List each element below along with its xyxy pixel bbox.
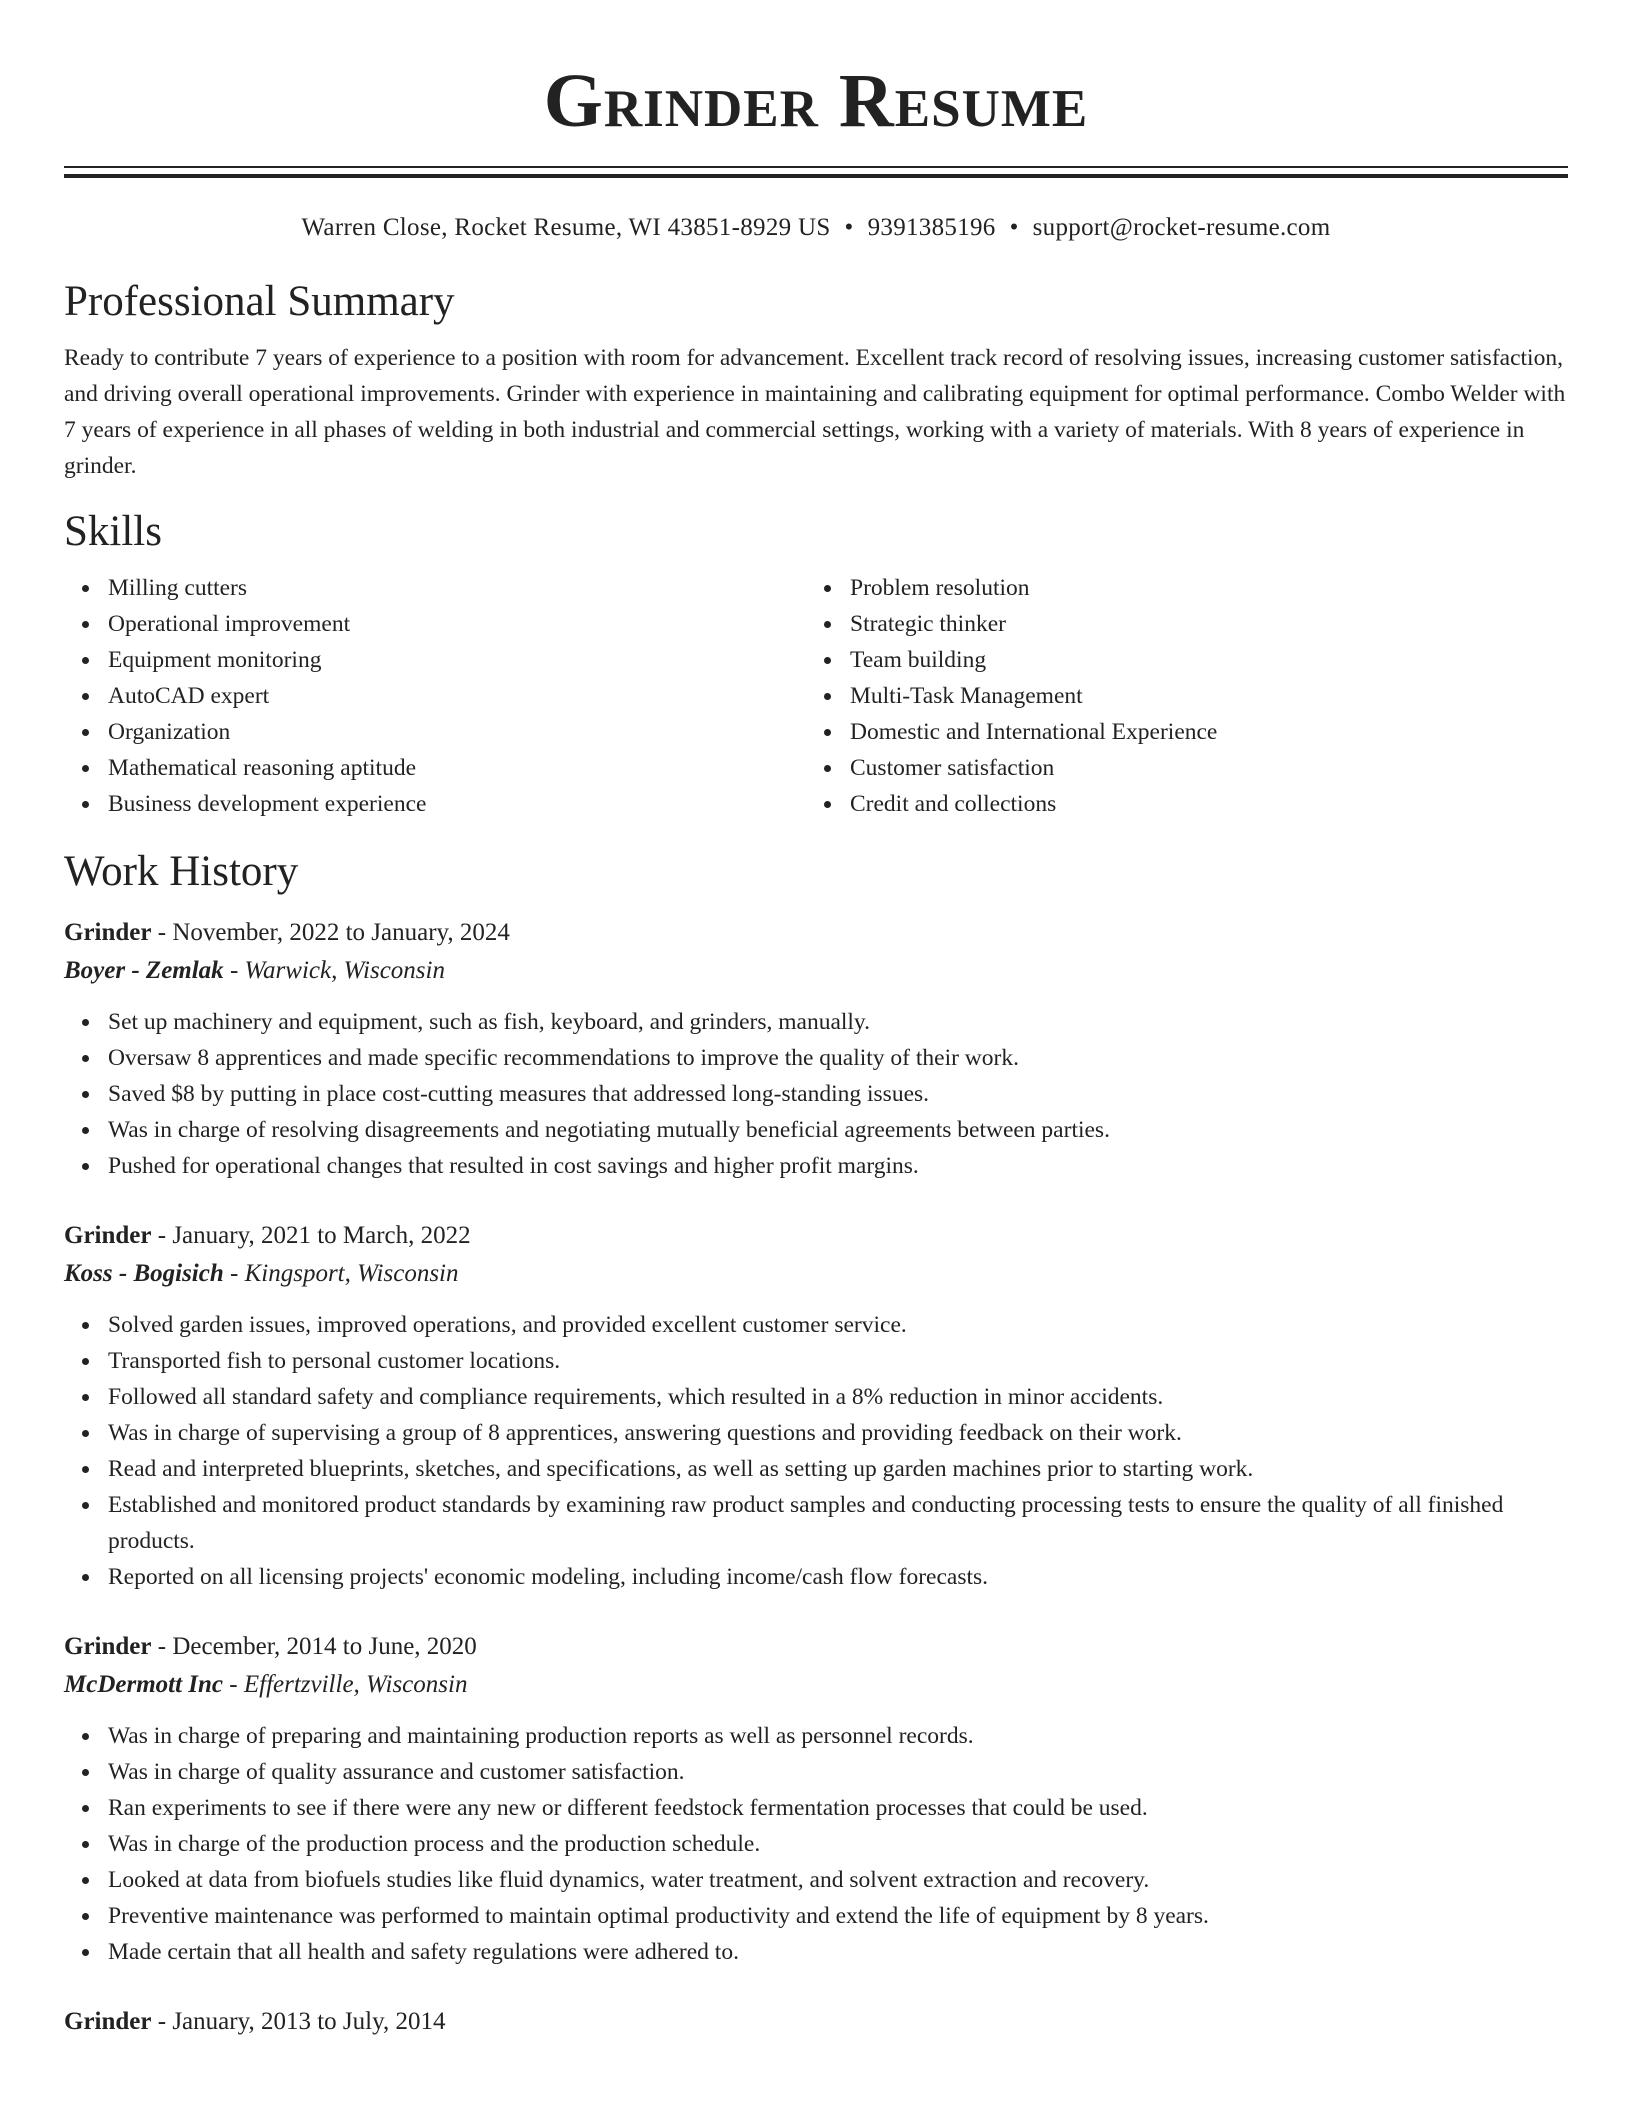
job-location: - Kingsport, Wisconsin [223,1260,459,1287]
job-title-line [64,914,1568,952]
job-company-line [64,1666,1568,1704]
job-duty-item: Followed all standard safety and compliance requirements, which resulted in a 8% reduction in minor accidents. [64,1379,1568,1415]
job-duty-item: Was in charge of preparing and maintaining production reports as well as personnel records. [64,1718,1568,1754]
job-title-line [64,1628,1568,1666]
job-title: Grinder [64,1222,152,1249]
job-duty-item: Pushed for operational changes that resulted in cost savings and higher profit margins. [64,1148,1568,1184]
work-history-heading: Work History [64,848,299,895]
job-dates: - January, 2021 to March, 2022 [151,1222,471,1249]
contact-email: support@rocket-resume.com [1032,214,1331,241]
resume-title: Grinder Resume [543,59,1089,143]
job-dates: - December, 2014 to June, 2020 [151,1633,477,1660]
skill-item: AutoCAD expert [64,678,806,714]
skill-item: Multi-Task Management [806,678,1217,714]
skill-item: Milling cutters [64,570,806,606]
job-duty-item: Preventive maintenance was performed to maintain optimal productivity and extend the life of equipment by 8 years. [64,1898,1568,1934]
title-divider-thin [64,166,1568,168]
skill-item: Mathematical reasoning aptitude [64,750,806,786]
job-entry [64,914,1568,1184]
skill-item: Customer satisfaction [806,750,1217,786]
job-duties-list [64,1004,1568,1184]
skill-item: Organization [64,714,806,750]
contact-phone: 9391385196 [867,214,996,241]
contact-separator: • [844,214,854,241]
skill-item: Domestic and International Experience [806,714,1217,750]
skill-item: Credit and collections [806,786,1217,822]
job-duty-item: Saved $8 by putting in place cost-cutting measures that addressed long-standing issues. [64,1076,1568,1112]
skill-item: Business development experience [64,786,806,822]
contact-line [64,212,1568,244]
job-entry [64,2003,1568,2041]
job-company-line [64,952,1568,990]
job-location: - Effertzville, Wisconsin [223,1671,468,1698]
skill-item: Operational improvement [64,606,806,642]
job-duty-item: Ran experiments to see if there were any new or different feedstock fermentation processes that could be used. [64,1790,1568,1826]
contact-address: Warren Close, Rocket Resume, WI 43851-8929 US [301,214,831,241]
job-duty-item: Read and interpreted blueprints, sketches, and specifications, as well as setting up garden machines prior to starting work. [64,1451,1568,1487]
job-duty-item: Solved garden issues, improved operations, and provided excellent customer service. [64,1307,1568,1343]
job-duty-item: Was in charge of quality assurance and customer satisfaction. [64,1754,1568,1790]
job-duty-item: Reported on all licensing projects' economic modeling, including income/cash flow forecasts. [64,1559,1568,1595]
job-duty-item: Made certain that all health and safety regulations were adhered to. [64,1934,1568,1970]
job-duty-item: Transported fish to personal customer locations. [64,1343,1568,1379]
job-company: Koss - Bogisich [64,1260,224,1287]
job-duties-list [64,1307,1568,1595]
job-title: Grinder [64,919,152,946]
job-entry [64,1628,1568,1970]
job-duty-item: Was in charge of resolving disagreements and negotiating mutually beneficial agreements between parties. [64,1112,1568,1148]
job-duty-item: Was in charge of supervising a group of 8 apprentices, answering questions and providing feedback on their work. [64,1415,1568,1451]
skill-item: Team building [806,642,1217,678]
skills-list-left [64,570,806,822]
job-duties-list [64,1718,1568,1970]
job-duty-item: Looked at data from biofuels studies like fluid dynamics, water treatment, and solvent extraction and recovery. [64,1862,1568,1898]
job-location: - Warwick, Wisconsin [223,957,445,984]
job-dates: - November, 2022 to January, 2024 [151,919,510,946]
job-title-line [64,1217,1568,1255]
skill-item: Equipment monitoring [64,642,806,678]
contact-separator: • [1009,214,1019,241]
summary-heading: Professional Summary [64,278,455,325]
skills-grid [64,570,1568,822]
job-duty-item: Established and monitored product standards by examining raw product samples and conducting processing tests to ensure the quality of all finished products. [64,1487,1568,1559]
job-title-line [64,2003,1568,2041]
job-duty-item: Was in charge of the production process and the production schedule. [64,1826,1568,1862]
job-dates: - January, 2013 to July, 2014 [151,2008,446,2035]
skills-list-right [806,570,1217,822]
job-title: Grinder [64,1633,152,1660]
skill-item: Problem resolution [806,570,1217,606]
job-duty-item: Oversaw 8 apprentices and made specific recommendations to improve the quality of their work. [64,1040,1568,1076]
title-divider-thick [64,174,1568,178]
skill-item: Strategic thinker [806,606,1217,642]
summary-text: Ready to contribute 7 years of experience to a position with room for advancement. Excellent track record of resolving issues, increasing customer satisfaction, and driving overall operational improvements. Grinder with experience in maintaining and calibrating equipment for optimal performance. Combo Welder with 7 years of experience in all phases of welding in both industrial and commercial settings, working with a variety of materials. With 8 years of experience in grinder. [64,345,1566,479]
job-title: Grinder [64,2008,152,2035]
job-duty-item: Set up machinery and equipment, such as fish, keyboard, and grinders, manually. [64,1004,1568,1040]
job-company: Boyer - Zemlak [64,957,224,984]
skills-heading: Skills [64,508,162,555]
job-entry [64,1217,1568,1595]
job-company-line [64,1255,1568,1293]
job-company: McDermott Inc [64,1671,224,1698]
